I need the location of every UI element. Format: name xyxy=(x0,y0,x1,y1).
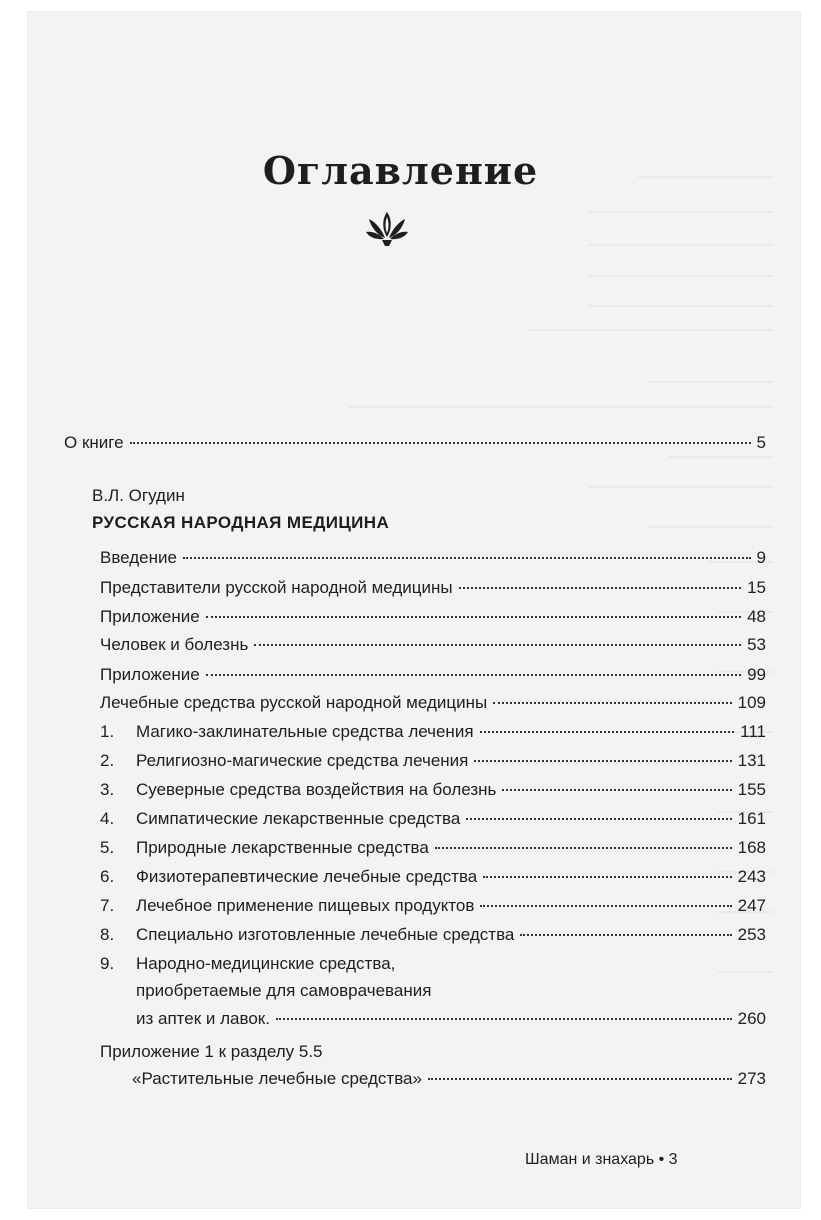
dot-leader xyxy=(206,616,741,618)
toc-subentry-label: Религиозно-магические средства лечения xyxy=(136,751,469,770)
toc-subentry-page: 243 xyxy=(737,867,766,886)
toc-entry-label: Приложение xyxy=(100,607,200,626)
toc-entry[interactable] xyxy=(100,577,766,599)
dot-leader xyxy=(459,587,741,589)
toc-subentry-label: Природные лекарственные средства xyxy=(136,838,429,857)
dot-leader xyxy=(502,789,731,791)
toc-entry-about[interactable] xyxy=(64,432,766,454)
dot-leader xyxy=(428,1078,732,1080)
toc-subentry[interactable] xyxy=(100,837,766,859)
toc-entry-page: 9 xyxy=(756,548,766,567)
toc-entry-page: 273 xyxy=(737,1069,766,1088)
lotus-ornament-icon xyxy=(365,210,409,252)
appendix-title: Приложение 1 к разделу 5.5 xyxy=(100,1042,323,1061)
toc-entry-page: 109 xyxy=(737,693,766,712)
toc-entry[interactable] xyxy=(100,547,766,569)
toc-subentry-page: 168 xyxy=(737,838,766,857)
toc-subentry-page: 131 xyxy=(737,751,766,770)
toc-subentry-label: Лечебное применение пищевых продуктов xyxy=(136,896,475,915)
toc-subentry-number: 5. xyxy=(100,838,115,857)
toc-subentry[interactable] xyxy=(100,750,766,772)
toc-subentry[interactable] xyxy=(100,924,766,946)
toc-entry-label: Человек и болезнь xyxy=(100,635,249,654)
toc-subentry-page: 155 xyxy=(737,780,766,799)
toc-subentry-number: 7. xyxy=(100,896,115,915)
toc-subentry-label: Физиотерапевтические лечебные средства xyxy=(136,867,478,886)
toc-subentry-number: 3. xyxy=(100,780,115,799)
toc-subentry[interactable] xyxy=(100,721,766,743)
toc-subentry[interactable] xyxy=(100,866,766,888)
author-name: В.Л. Огудин xyxy=(92,486,185,505)
toc-subentry-label: Магико-заклинательные средства лечения xyxy=(136,722,474,741)
toc-entry-label: О книге xyxy=(64,433,124,452)
dot-leader xyxy=(183,557,751,559)
toc-subentry-label-line3: из аптек и лавок. xyxy=(136,1009,270,1028)
toc-entry-page: 53 xyxy=(747,635,766,654)
toc-entry-page: 15 xyxy=(747,578,766,597)
dot-leader xyxy=(206,674,741,676)
dot-leader xyxy=(474,760,731,762)
toc-subentry-page: 260 xyxy=(737,1009,766,1028)
dot-leader xyxy=(254,644,741,646)
toc-subentry-number: 1. xyxy=(100,722,115,741)
toc-entry[interactable] xyxy=(100,664,766,686)
toc-subentry[interactable] xyxy=(100,779,766,801)
toc-subentry-number: 6. xyxy=(100,867,115,886)
toc-entry[interactable] xyxy=(100,634,766,656)
toc-entry-page: 5 xyxy=(756,433,766,452)
toc-entry-label: Введение xyxy=(100,548,177,567)
toc-subentry-page: 253 xyxy=(737,925,766,944)
dot-leader xyxy=(480,905,731,907)
page-title: Оглавление xyxy=(262,148,539,193)
toc-subentry-page: 161 xyxy=(737,809,766,828)
toc-entry[interactable] xyxy=(100,606,766,628)
dot-leader xyxy=(130,442,751,444)
toc-subentry-label: Симпатические лекарственные средства xyxy=(136,809,461,828)
toc-entry-label: Приложение xyxy=(100,665,200,684)
toc-subentry-number: 8. xyxy=(100,925,115,944)
toc-subentry-number: 2. xyxy=(100,751,115,770)
toc-entry-label: Представители русской народной медицины xyxy=(100,578,453,597)
toc-subentry-label: Суеверные средства воздействия на болезнь xyxy=(136,780,497,799)
toc-entry-page: 48 xyxy=(747,607,766,626)
toc-subentry[interactable] xyxy=(136,1008,766,1030)
dot-leader xyxy=(520,934,731,936)
toc-subentry-label-line2: приобретаемые для самоврачевания xyxy=(136,981,432,1000)
toc-subentry-page: 247 xyxy=(737,896,766,915)
toc-subentry-page: 111 xyxy=(740,722,766,741)
section-title: РУССКАЯ НАРОДНАЯ МЕДИЦИНА xyxy=(92,513,390,532)
toc-entry-page: 99 xyxy=(747,665,766,684)
running-footer: Шаман и знахарь • 3 xyxy=(525,1151,678,1168)
toc-subentry[interactable] xyxy=(100,895,766,917)
dot-leader xyxy=(276,1018,732,1020)
dot-leader xyxy=(466,818,731,820)
dot-leader xyxy=(483,876,731,878)
toc-subentry[interactable] xyxy=(100,808,766,830)
toc-subentry-number: 4. xyxy=(100,809,115,828)
book-page xyxy=(28,12,800,1208)
toc-subentry-number: 9. xyxy=(100,954,115,973)
toc-subentry-label: Специально изготовленные лечебные средства xyxy=(136,925,515,944)
toc-entry-appendix[interactable] xyxy=(132,1068,766,1090)
dot-leader xyxy=(493,702,731,704)
toc-entry-label: Лечебные средства русской народной медицины xyxy=(100,693,488,712)
toc-entry-label: «Растительные лечебные средства» xyxy=(132,1069,422,1088)
toc-entry[interactable] xyxy=(100,692,766,714)
dot-leader xyxy=(480,731,735,733)
toc-subentry-label-line1: Народно-медицинские средства, xyxy=(136,954,396,973)
dot-leader xyxy=(435,847,732,849)
